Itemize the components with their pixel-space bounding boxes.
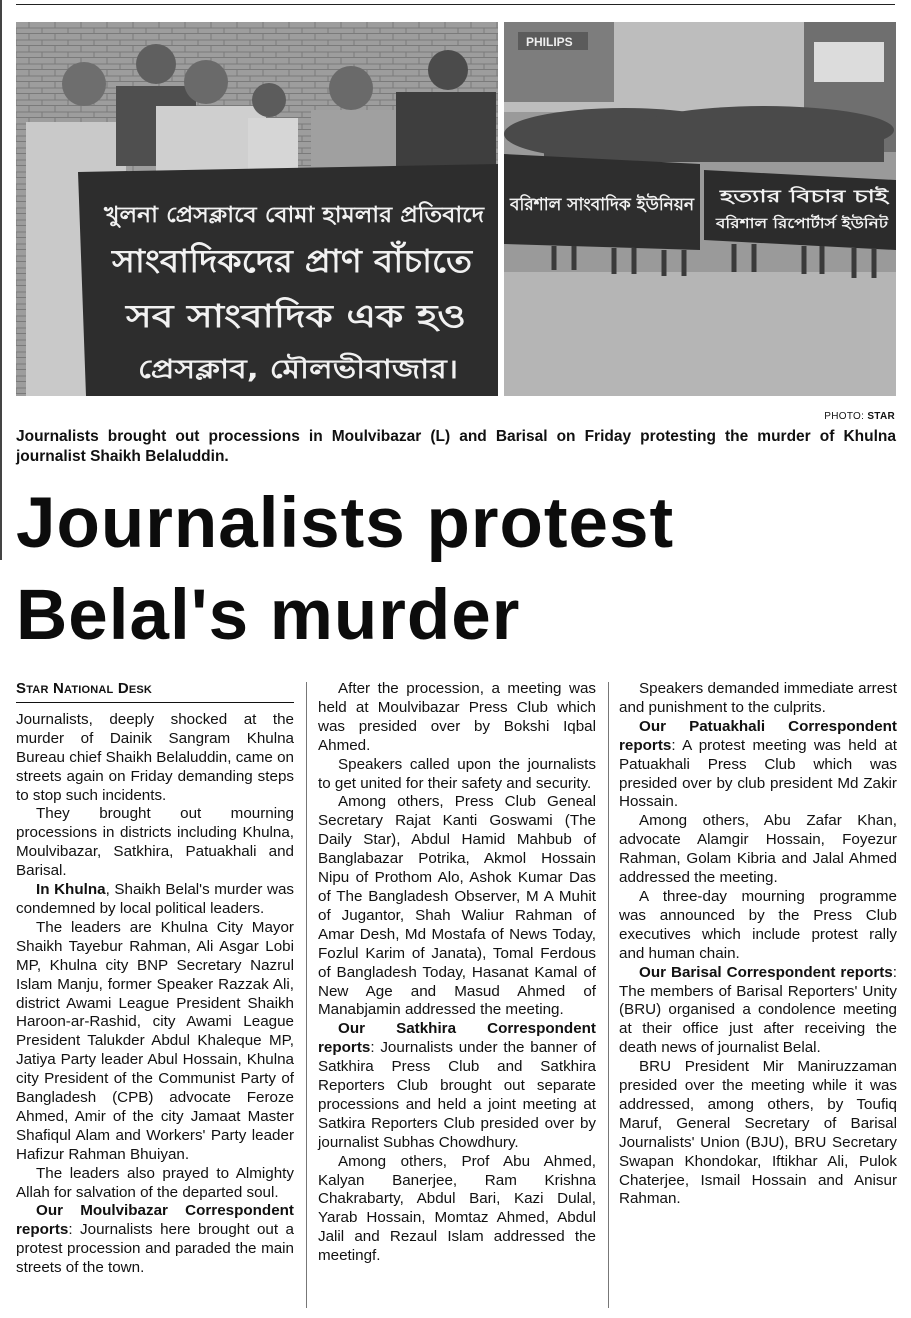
article-paragraph	[16, 881, 294, 919]
article-column-1	[16, 680, 294, 1278]
article-paragraph: Among others, Press Club Geneal Secretary Rajat Kanti Goswami (The Daily Star), Abdul Hamid Mahbub of Banglabazar Potrika, Akmol Hossain Nipu of Prothom Alo, Ashok Kumar Das of The Bangladesh Observer, M A Muhit of Jugantor, Shah Waliur Rahman of Amar Desh, Md Mostafa of News Today, Fozlul Karim of Janata), Tomal Ferdous of Bangladesh Today, Hasanat Kamal of New Age and Masud Ahmed of Manabjamin addressed the meeting.	[318, 793, 596, 1019]
article-column-2	[318, 680, 596, 1266]
article-paragraph	[619, 964, 897, 1059]
paragraph-text: , Shaikh Belal's murder was condemned by local political leaders.	[16, 881, 294, 917]
paragraph-lead: Our Moulvibazar Correspondent reports	[16, 1202, 294, 1239]
right-banner-2-line-1: হত্যার বিচার চাই	[720, 187, 834, 207]
paragraph-lead: Our Satkhira Correspondent reports	[318, 1020, 596, 1057]
photo-caption: Journalists brought out processions in Moulvibazar (L) and Barisal on Friday protesting the murder of Khulna journalist Shaikh Belaluddin.	[16, 428, 896, 465]
paragraph-lead: Our Patuakhali Correspondent reports	[619, 717, 897, 754]
paragraph-lead: In Khulna	[36, 881, 106, 899]
photo-credit-label: PHOTO:	[824, 411, 865, 422]
headline-line-2: Belal's murder	[16, 576, 521, 655]
article-column-3	[619, 680, 897, 1209]
byline: Star National Desk	[16, 680, 294, 703]
article-paragraph: After the procession, a meeting was held at Moulvibazar Press Club which was presided over by Bokshi Iqbal Ahmed.	[318, 680, 596, 754]
column-rule	[608, 682, 609, 1308]
article-paragraph: The leaders are Khulna City Mayor Shaikh Tayebur Rahman, Ali Asgar Lobi MP, Khulna city BNP Secretary Nazrul Islam Manju, former Speaker Razzak Ali, district Awami League President Shaikh Haroon-ar-Rashid, city Awami League President Talukder Abdul Khaleque MP, Jatiya Party leader Abul Hossain, Khulna city President of the Communist Party of Bangladesh (CPB) advocate Feroze Ahmed, Amir of the city Jamaat Master Shafiqul Alam and Workers' Party leader Hafizur Rahman Bhuiyan.	[16, 918, 294, 1163]
article-paragraph: BRU President Mir Maniruzzaman presided over the meeting while it was addressed, among others, by Toufiq Maruf, General Secretary of Barisal Journalists' Union (BJU), BRU Secretary Swapan Khondokar, Iftikhar Ali, Pulok Chaterjee, Ismail Hossain and Anisur Rahman.	[619, 1058, 897, 1208]
right-banner-1: বরিশাল সাংবাদিক ইউনিয়ন	[510, 195, 694, 215]
photo-barisal-procession	[504, 22, 896, 396]
article-paragraph	[16, 1202, 294, 1278]
photo-credit	[824, 411, 895, 422]
photo-credit-source: STAR	[867, 411, 895, 422]
article-paragraph: They brought out mourning processions in districts including Khulna, Moulvibazar, Satkhira, Patuakhali and Barisal.	[16, 805, 294, 880]
article-paragraph: Speakers demanded immediate arrest and punishment to the culprits.	[619, 680, 897, 716]
paragraph-text: : Journalists here brought out a protest procession and paraded the main streets of the town.	[16, 1221, 294, 1277]
headline	[16, 478, 896, 662]
banner-line-2: সাংবাদিকদের প্রাণ বাঁচাতে	[112, 242, 445, 280]
paragraph-text: : Journalists under the banner of Satkhira Press Club and Satkhira Reporters Club brought out separate processions and held a joint meeting at Satkira Reporters Club presided over by journalist Subhas Chowdhury.	[318, 1039, 596, 1151]
paragraph-text: : A protest meeting was held at Patuakhali Press Club which was presided over by club president Md Zakir Hossain.	[619, 736, 897, 811]
banner-line-3: সব সাংবাদিক এক হও	[126, 297, 406, 335]
paragraph-text: : The members of Barisal Reporters' Unity (BRU) organised a condolence meeting at their office just after receiving the death news of journalist Belal.	[619, 963, 897, 1057]
paragraph-lead: Our Barisal Correspondent reports	[639, 963, 893, 981]
article-paragraph	[318, 1020, 596, 1152]
article-paragraph: Among others, Prof Abu Ahmed, Kalyan Banerjee, Ram Krishna Chakrabarty, Abdul Bari, Kazi Dulal, Yarab Hossain, Momtaz Ahmed, Abdul Jalil and Rezaul Islam addressed the meetingf.	[318, 1152, 596, 1265]
top-rule	[16, 4, 895, 5]
article-paragraph	[619, 718, 897, 813]
photo-moulvibazar-procession	[16, 22, 498, 396]
banner-line-4: প্রেসক্লাব, মৌলভীবাজার।	[138, 355, 402, 385]
article-paragraph: The leaders also prayed to Almighty Allah for salvation of the departed soul.	[16, 1164, 294, 1201]
banner-line-1: খুলনা প্রেসক্লাবে বোমা হামলার প্রতিবাদে	[104, 203, 459, 228]
shop-sign: PHILIPS	[526, 35, 573, 49]
right-banner-2-line-2: বরিশাল রিপোর্টার্স ইউনিট	[716, 216, 859, 232]
left-margin-rule	[0, 0, 2, 560]
article-paragraph: Among others, Abu Zafar Khan, advocate Alamgir Hossain, Foyezur Rahman, Golam Kibria and Jalal Ahmed addressed the meeting.	[619, 812, 897, 887]
article-paragraph: A three-day mourning programme was announced by the Press Club executives which include protest rally and human chain.	[619, 887, 897, 962]
article-paragraph: Journalists, deeply shocked at the murder of Dainik Sangram Khulna Bureau chief Shaikh Belaluddin, came on streets again on Friday demanding steps to stop such incidents.	[16, 710, 294, 804]
headline-line-1: Journalists protest	[16, 484, 675, 563]
column-rule	[306, 682, 307, 1308]
article-paragraph: Speakers called upon the journalists to get united for their safety and security.	[318, 755, 596, 792]
